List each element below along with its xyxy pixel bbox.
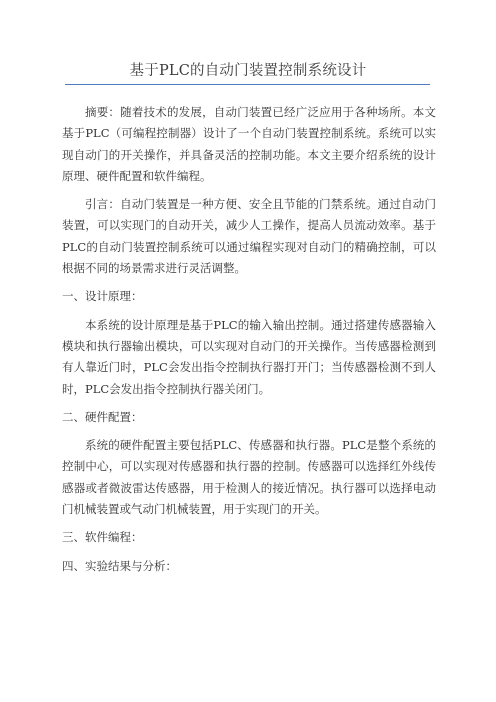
document-title: 基于PLC的自动门装置控制系统设计 [129,63,367,79]
title-block [0,60,496,81]
title-underline [65,84,430,85]
abstract-paragraph: 摘要：随着技术的发展，自动门装置已经广泛应用于各种场所。本文基于PLC（可编程控制器）设计了一个自动门装置控制系统。系统可以实现自动门的开关操作，并具备灵活的控制功能。本文主要介绍系统的设计原理、硬件配置和软件编程。 [62,105,436,183]
document-body [62,95,436,577]
section-heading-design: 一、设计原理： [62,289,143,304]
section-heading-software: 三、软件编程： [62,530,143,545]
section-heading-results: 四、实验结果与分析： [62,558,177,573]
section-body-hardware: 系统的硬件配置主要包括PLC、传感器和执行器。PLC是整个系统的控制中心，可以实现对传感器和执行器的控制。传感器可以选择红外线传感器或者微波雷达传感器，用于检测人的接近情况。执行器可以选择电动门机械装置或气动门机械装置，用于实现门的开关。 [62,438,436,517]
intro-paragraph: 引言：自动门装置是一种方便、安全且节能的门禁系统。通过自动门装置，可以实现门的自动开关，减少人工操作，提高人员流动效率。基于PLC的自动门装置控制系统可以通过编程实现对自动门的精确控制，可以根据不同的场景需求进行灵活调整。 [62,197,436,276]
section-heading-hardware: 二、硬件配置： [62,409,143,424]
section-body-design: 本系统的设计原理是基于PLC的输入输出控制。通过搭建传感器输入模块和执行器输出模块，可以实现对自动门的开关操作。当传感器检测到有人靠近门时，PLC会发出指令控制执行器打开门；当传感器检测不到人时，PLC会发出指令控制执行器关闭门。 [62,317,436,396]
